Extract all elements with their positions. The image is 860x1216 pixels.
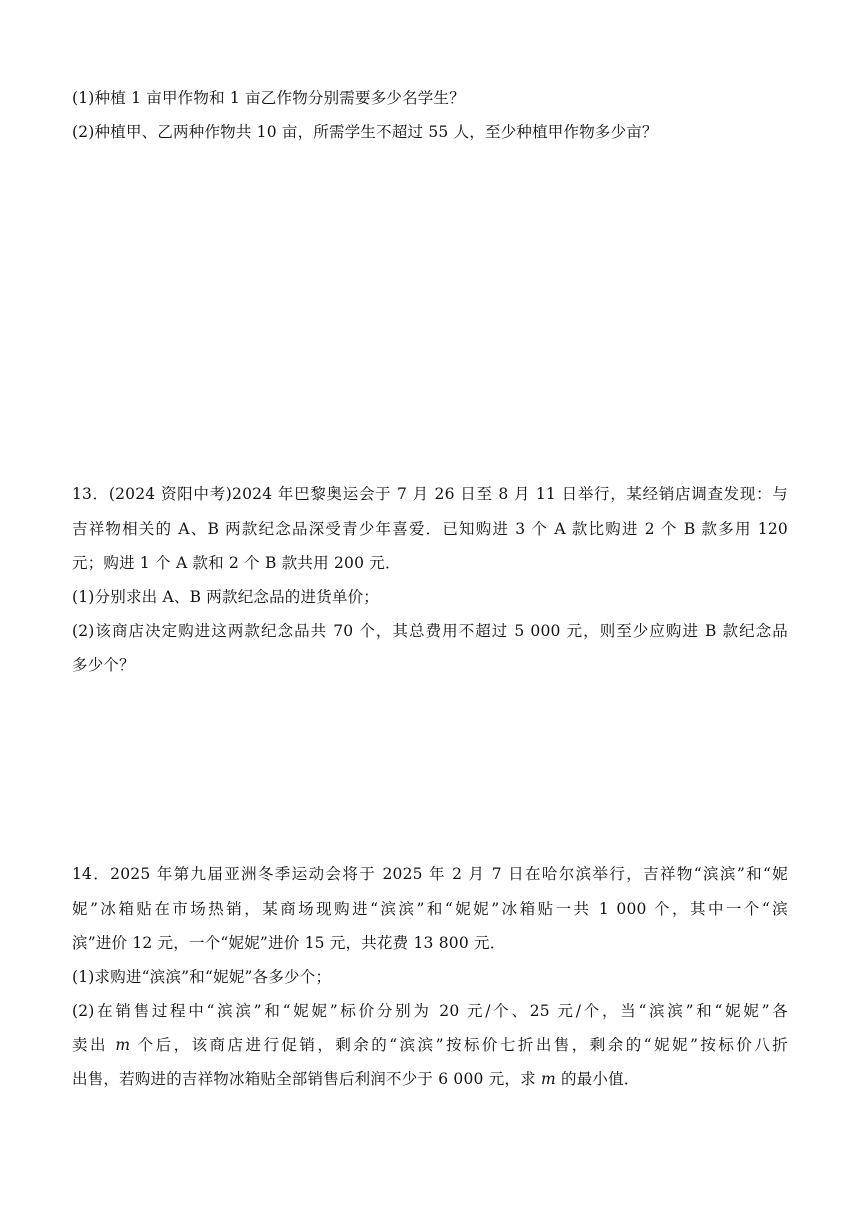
- q12-sub1: (1)种植 1 亩甲作物和 1 亩乙作物分别需要多少名学生？: [72, 89, 465, 107]
- q13-sub2-line2: 多少个？: [72, 656, 135, 674]
- q13-sub2-line1: (2)该商店决定购进这两款纪念品共 70 个，其总费用不超过 5 000 元，则至少应购进 B 款纪念品: [72, 622, 788, 640]
- q14-sub2-line2: [72, 1035, 788, 1055]
- q14-stem-line3: 滨”进价 12 元，一个“妮妮”进价 15 元，共花费 13 800 元．: [72, 934, 506, 952]
- variable-m: m: [115, 1036, 131, 1054]
- q14-sub2-line2-start: 卖出: [72, 1036, 116, 1054]
- q12-sub2: (2)种植甲、乙两种作物共 10 亩，所需学生不超过 55 人，至少种植甲作物多少亩？: [72, 123, 658, 141]
- q13-sub1: (1)分别求出 A、B 两款纪念品的进货单价；: [72, 588, 379, 606]
- q13-stem-line2: 吉祥物相关的 A、B 两款纪念品深受青少年喜爱．已知购进 3 个 A 款比购进 2 个 B 款多用 120: [72, 520, 788, 538]
- q14-sub2-line2-end: 个后，该商店进行促销，剩余的“滨滨”按标价七折出售，剩余的“妮妮”按标价八折: [130, 1036, 788, 1054]
- q14-stem-line2: 妮”冰箱贴在市场热销，某商场现购进“滨滨”和“妮妮”冰箱贴一共 1 000 个，其中一个“滨: [72, 900, 788, 918]
- q14-sub2-line1: (2)在销售过程中“滨滨”和“妮妮”标价分别为 20 元/个、25 元/个，当“滨滨”和“妮妮”各: [72, 1002, 788, 1020]
- q14-stem-line1: 14．2025 年第九届亚洲冬季运动会将于 2025 年 2 月 7 日在哈尔滨举行，吉祥物“滨滨”和“妮: [72, 865, 788, 883]
- q14-sub1: (1)求购进“滨滨”和“妮妮”各多少个；: [72, 968, 332, 986]
- variable-m: m: [540, 1070, 556, 1088]
- q14-sub2-line3: [72, 1069, 788, 1089]
- q14-sub2-line3-start: 出售，若购进的吉祥物冰箱贴全部销售后利润不少于 6 000 元，求: [72, 1070, 541, 1088]
- q13-stem-line1: 13．(2024 资阳中考)2024 年巴黎奥运会于 7 月 26 日至 8 月 11 日举行，某经销店调查发现：与: [72, 485, 788, 503]
- q14-sub2-line3-end: 的最小值．: [555, 1070, 640, 1088]
- q13-stem-line3: 元；购进 1 个 A 款和 2 个 B 款共用 200 元．: [72, 554, 401, 572]
